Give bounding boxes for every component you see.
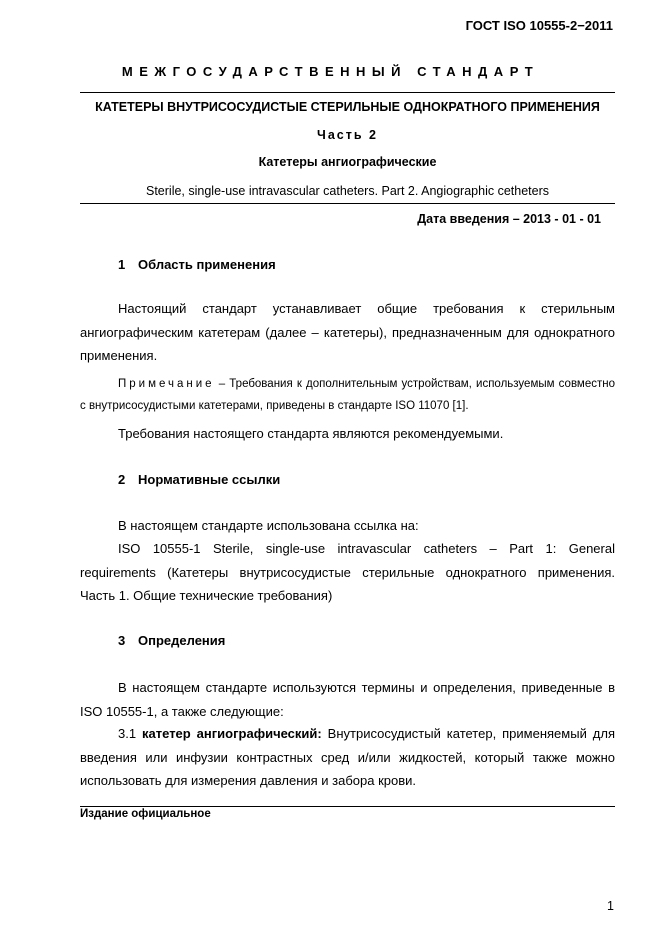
english-title: Sterile, single-use intravascular catheters. Part 2. Angiographic cethеters: [146, 184, 549, 198]
section-2-heading: [118, 472, 280, 487]
section-1-number: 1: [118, 257, 126, 272]
note-text: – Требования к дополнительным устройствам, используемым совместно с внутрисосудистыми катетерами, приведены в стандарте ISO 11070 [1].: [80, 378, 615, 412]
section-2-paragraph-1: В настоящем стандарте использована ссылка на:: [118, 518, 419, 533]
title-divider: [80, 203, 615, 204]
definition-number: 3.1: [118, 726, 143, 741]
section-2-number: 2: [118, 472, 126, 487]
section-1-heading: [118, 257, 276, 272]
official-edition-label: Издание официальное: [80, 808, 211, 820]
definition-text: Внутрисосудистый катетер, применяемый для введения или инфузии контрастных сред и/или жидкостей, который также можно использовать для измерения давления и забора крови.: [80, 726, 615, 788]
section-3-title: Определения: [138, 633, 226, 648]
part-label: Часть 2: [317, 128, 378, 142]
document-code: ГОСТ ISO 10555-2−2011: [465, 18, 613, 33]
page-number: 1: [607, 899, 614, 913]
section-3-definition: [80, 722, 615, 793]
section-1-paragraph-2: Требования настоящего стандарта являются рекомендуемыми.: [118, 426, 504, 441]
section-1-paragraph-1: Настоящий стандарт устанавливает общие требования к стерильным ангиографическим катетерам (далее – катетеры), предназначенным для однократного применения.: [80, 301, 615, 363]
footer-divider: [80, 806, 615, 807]
top-divider: [80, 92, 615, 93]
section-2-title: Нормативные ссылки: [138, 472, 281, 487]
note-label: Примечание: [118, 378, 215, 390]
introduction-date: Дата введения – 2013 - 01 - 01: [417, 212, 601, 226]
section-2-reference: ISO 10555-1 Sterile, single-use intravascular catheters – Part 1: General requirements (Катетеры внутрисосудистые стерильные однократного применения. Часть 1. Общие технические требования): [80, 541, 615, 603]
document-title: КАТЕТЕРЫ ВНУТРИСОСУДИСТЫЕ СТЕРИЛЬНЫЕ ОДНОКРАТНОГО ПРИМЕНЕНИЯ: [95, 100, 600, 114]
document-subtitle: Катетеры ангиографические: [258, 155, 437, 169]
definition-term: катетер ангиографический:: [142, 726, 322, 741]
section-1-title: Область применения: [138, 257, 276, 272]
standard-type-heading: МЕЖГОСУДАРСТВЕННЫЙ СТАНДАРТ: [121, 64, 540, 79]
section-3-heading: [118, 633, 225, 648]
section-3-number: 3: [118, 633, 126, 648]
section-1-note: [80, 373, 615, 417]
section-3-paragraph-1: В настоящем стандарте используются термины и определения, приведенные в ISO 10555-1, а также следующие:: [80, 680, 615, 719]
